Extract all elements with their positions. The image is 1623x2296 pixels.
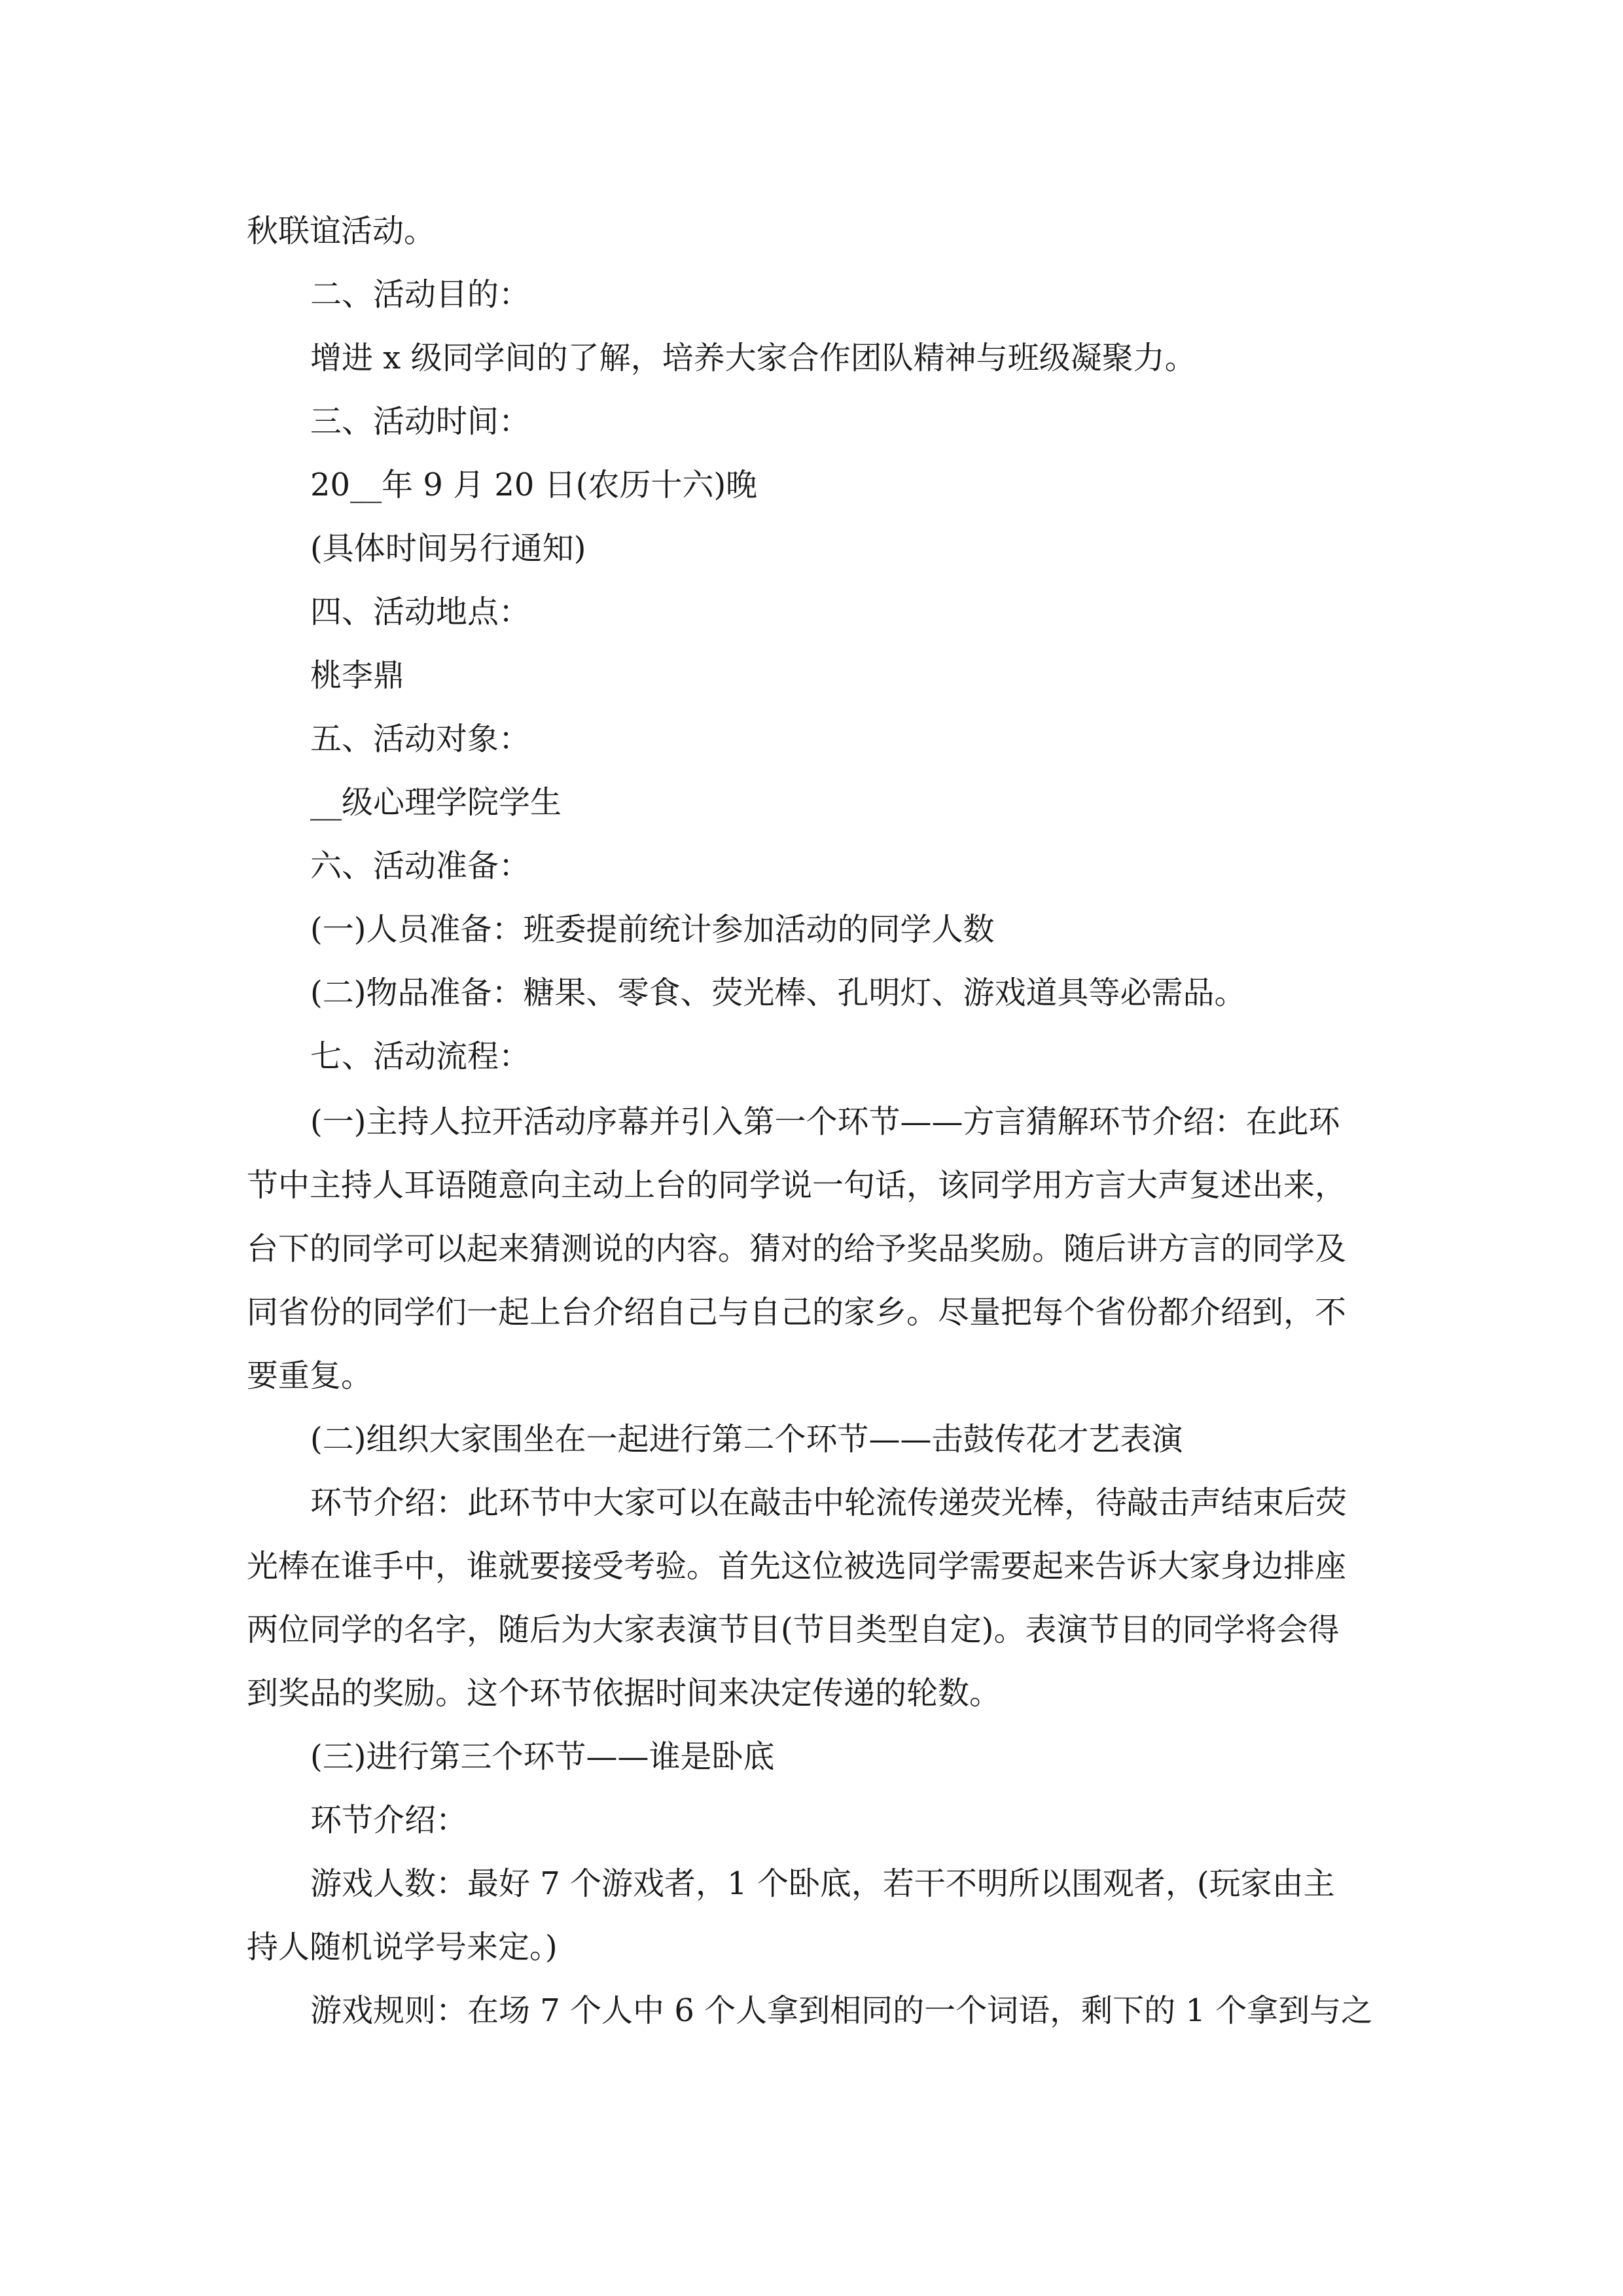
text-line: 台下的同学可以起来猜测说的内容。猜对的给予奖品奖励。随后讲方言的同学及 [247, 1230, 1347, 1267]
text-line: 节中主持人耳语随意向主动上台的同学说一句话，该同学用方言大声复述出来， [247, 1167, 1347, 1204]
text-line: 环节介绍： [310, 1802, 468, 1839]
text-line: 到奖品的奖励。这个环节依据时间来决定传递的轮数。 [247, 1675, 1001, 1712]
section-heading-time: 三、活动时间： [310, 403, 531, 440]
text-line: 游戏人数：最好 7 个游戏者，1 个卧底，若干不明所以围观者，(玩家由主 [310, 1865, 1335, 1902]
text-line: 两位同学的名字，随后为大家表演节目(节目类型自定)。表演节目的同学将会得 [247, 1611, 1340, 1648]
text-line: (一)人员准备：班委提前统计参加活动的同学人数 [310, 911, 995, 948]
section-heading-purpose: 二、活动目的： [310, 276, 531, 313]
text-line: (二)组织大家围坐在一起进行第二个环节——击鼓传花才艺表演 [310, 1421, 1183, 1458]
text-line: 持人随机说学号来定。) [247, 1929, 558, 1965]
text-line: 秋联谊活动。 [247, 213, 436, 249]
text-line: 要重复。 [247, 1357, 373, 1394]
text-line: 游戏规则：在场 7 个人中 6 个人拿到相同的一个词语，剩下的 1 个拿到与之 [310, 1992, 1373, 2029]
section-heading-audience: 五、活动对象： [310, 721, 531, 757]
text-line: 20__年 9 月 20 日(农历十六)晚 [310, 467, 758, 503]
text-line: (一)主持人拉开活动序幕并引入第一个环节——方言猜解环节介绍：在此环 [310, 1103, 1340, 1140]
text-line: 同省份的同学们一起上台介绍自己与自己的家乡。尽量把每个省份都介绍到，不 [247, 1294, 1347, 1331]
text-line: 桃李鼎 [310, 657, 405, 694]
section-heading-process: 七、活动流程： [310, 1038, 531, 1075]
section-heading-preparation: 六、活动准备： [310, 848, 531, 884]
text-line: __级心理学院学生 [310, 784, 562, 821]
text-line: 光棒在谁手中，谁就要接受考验。首先这位被选同学需要起来告诉大家身边排座 [247, 1548, 1347, 1585]
text-line: 增进 x 级同学间的了解，培养大家合作团队精神与班级凝聚力。 [310, 340, 1196, 376]
section-heading-location: 四、活动地点： [310, 594, 531, 630]
text-line: (具体时间另行通知) [310, 530, 586, 567]
text-line: (三)进行第三个环节——谁是卧底 [310, 1738, 775, 1775]
text-line: 环节介绍：此环节中大家可以在敲击中轮流传递荧光棒，待敲击声结束后荧 [310, 1484, 1347, 1521]
text-line: (二)物品准备：糖果、零食、荧光棒、孔明灯、游戏道具等必需品。 [310, 975, 1246, 1011]
